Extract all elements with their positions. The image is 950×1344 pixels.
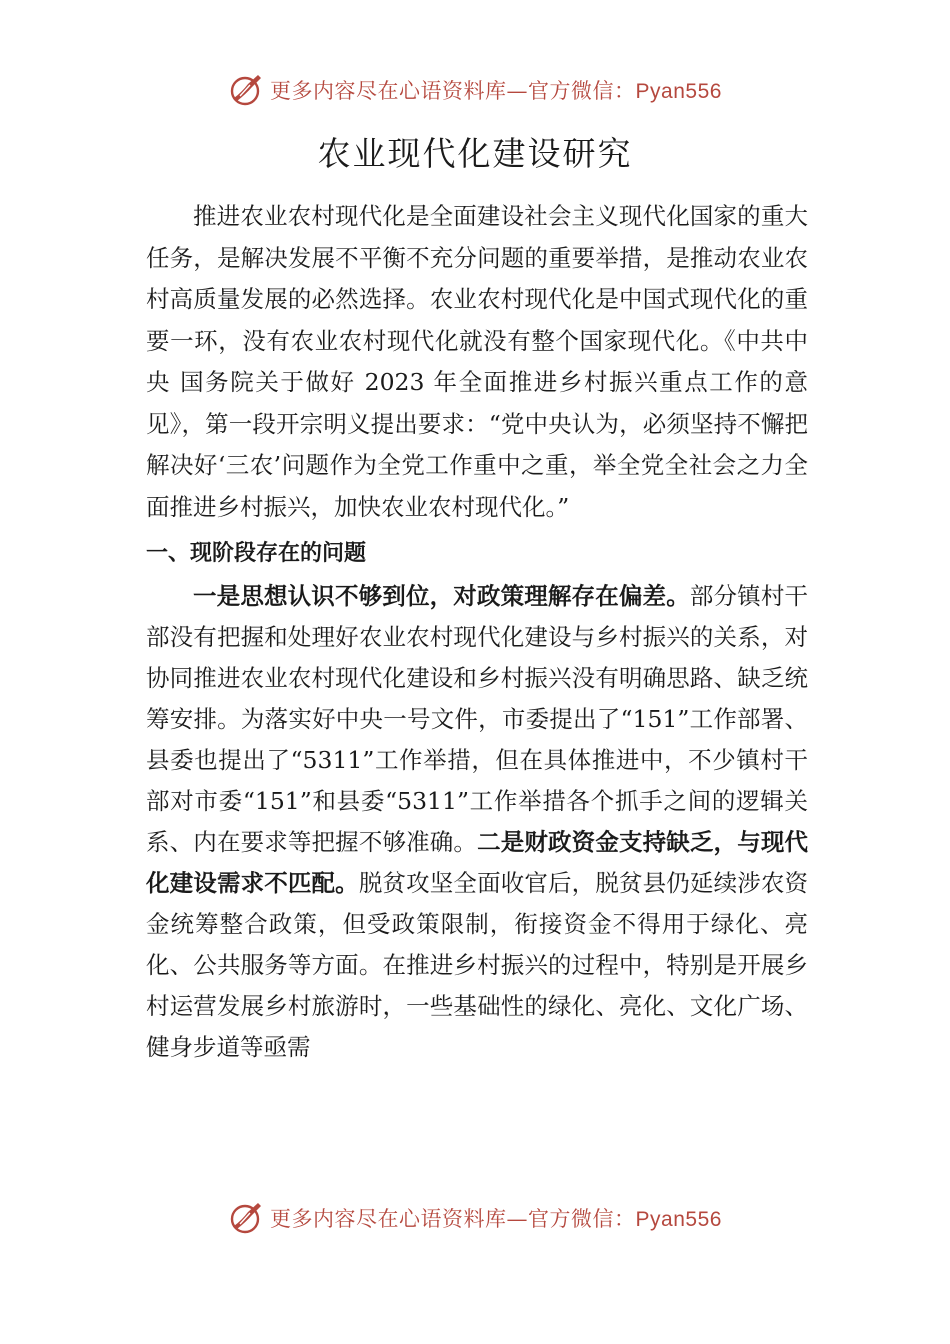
intro-paragraph: 推进农业农村现代化是全面建设社会主义现代化国家的重大任务，是解决发展不平衡不充分问题的重要举措，是推动农业农村高质量发展的必然选择。农业农村现代化是中国式现代化的重要一环，没有农业农村现代化就没有整个国家现代化。《中共中央 国务院关于做好 2023 年全面推进乡村振兴重点工作的意见》，第一段开宗明义提出要求：“党中央认为，必须坚持不懈把解决好‘三农’问题作为全党工作重中之重，举全党全社会之力全面推进乡村振兴，加快农业农村现代化。” — [146, 202, 808, 521]
page-title: 农业现代化建设研究 — [317, 134, 633, 173]
pen-logo-icon — [228, 72, 264, 108]
pen-logo-icon — [228, 1200, 264, 1236]
point1-body: 部分镇村干部没有把握和处理好农业农村现代化建设与乡村振兴的关系，对协同推进农业农村现代化建设和乡村振兴没有明确思路、缺乏统筹安排。为落实好中央一号文件，市委提出了“151”工作部署、县委也提出了“5311”工作举措，但在具体推进中，不少镇村干部对市委“151”和县委“5311”工作举措各个抓手之间的逻辑关系、内在要求等把握不够准确。 — [146, 582, 808, 856]
watermark-text: 更多内容尽在心语资料库—官方微信：Pyan556 — [270, 1207, 722, 1231]
watermark-text: 更多内容尽在心语资料库—官方微信：Pyan556 — [270, 79, 722, 103]
point2-body: 脱贫攻坚全面收官后，脱贫县仍延续涉农资金统筹整合政策，但受政策限制，衔接资金不得用于绿化、亮化、公共服务等方面。在推进乡村振兴的过程中，特别是开展乡村运营发展乡村旅游时，一些基础性的绿化、亮化、文化广场、健身步道等亟需 — [146, 869, 809, 1061]
footer-watermark — [0, 1200, 950, 1236]
point2-title: 二是财政资金支持缺乏，与现代化建设需求不匹配。 — [146, 828, 809, 897]
document-body — [146, 196, 808, 1068]
point1-title: 一是思想认识不够到位，对政策理解存在偏差。 — [193, 582, 690, 610]
section-heading: 一、现阶段存在的问题 — [146, 541, 367, 566]
header-watermark — [0, 72, 950, 108]
section-paragraph — [146, 576, 808, 1068]
